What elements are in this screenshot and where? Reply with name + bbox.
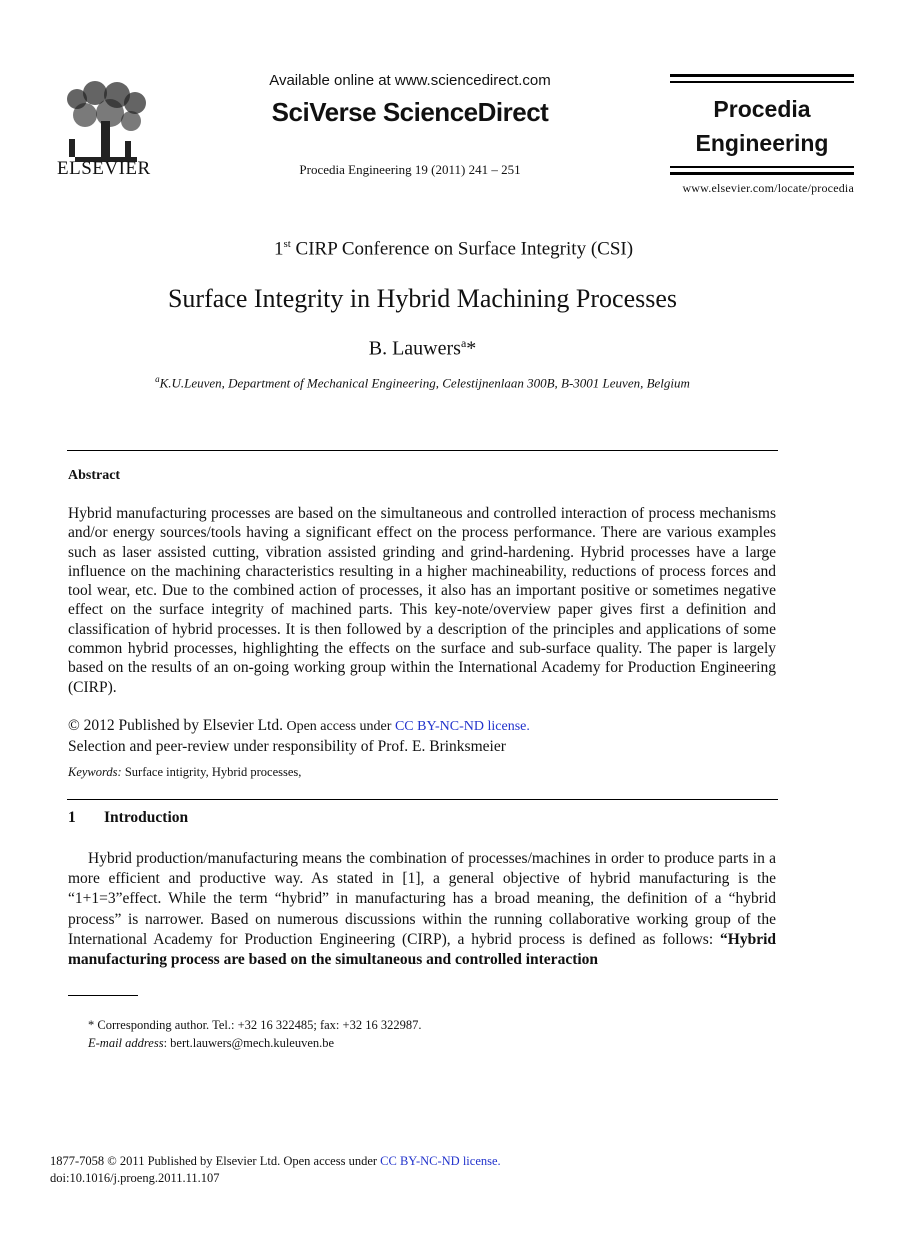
keywords-text: Surface intigrity, Hybrid processes,: [121, 765, 302, 779]
affiliation-mark: a: [155, 374, 160, 384]
author-affiliation-mark: a: [460, 336, 467, 350]
journal-reference: Procedia Engineering 19 (2011) 241 – 251: [299, 162, 521, 177]
author-name: B. Lauwers: [368, 337, 461, 360]
license-link[interactable]: CC BY-NC-ND license.: [394, 719, 530, 734]
footer-doi[interactable]: doi:10.1016/j.proeng.2011.11.107: [50, 1171, 220, 1185]
conference-title: CIRP Conference on Surface Integrity (CSI): [290, 238, 634, 260]
article-title: Surface Integrity in Hybrid Machining Processes: [167, 284, 678, 313]
footnote-rule: [68, 995, 138, 996]
copyright-line: [68, 715, 530, 737]
journal-box-rule-bottom: [670, 166, 854, 168]
introduction-bold-definition: “Hybrid manufacturing process are based on the simultaneous and controlled interaction: [68, 930, 776, 969]
publisher-logo-text: ELSEVIER: [57, 158, 151, 179]
conference-ordinal-suffix: st: [283, 238, 291, 250]
affiliation: [0, 374, 845, 391]
platform-name: SciVerse ScienceDirect: [271, 97, 549, 127]
section-number: 1: [68, 809, 76, 826]
introduction-text: [68, 849, 776, 970]
footer-open-access: Open access under: [280, 1154, 381, 1168]
available-online-text: Available online at www.sciencedirect.com: [269, 72, 551, 89]
email-label: E-mail address: [88, 1036, 164, 1050]
open-access-text: Open access under: [282, 719, 395, 734]
email-address[interactable]: : bert.lauwers@mech.kuleuven.be: [163, 1036, 335, 1050]
journal-box-rule-top: [670, 74, 854, 77]
journal-box-rule-top-2: [670, 81, 854, 83]
copyright-text: © 2012 Published by Elsevier Ltd.: [68, 717, 283, 734]
abstract-heading: Abstract: [68, 468, 121, 483]
abstract-top-rule: [67, 450, 778, 451]
keywords-line: [68, 765, 301, 780]
journal-name-line2: Engineering: [695, 130, 829, 156]
footnote-email: [88, 1036, 334, 1051]
abstract-text: Hybrid manufacturing processes are based on the simultaneous and controlled interaction of process mechanisms and/or energy sources/tools having a significant effect on the process performance. There are various examples such as laser assisted cutting, vibration assisted grinding and grind-hardening. Hybrid processes have a large influence on the machining characteristics resulting in a higher machineability, reductions of process forces and tool wear, etc. Due to the combined action of processes, it also has an important positive or sometimes negative effect on the surface integrity of machined parts. This key-note/overview paper gives first a definition and classification of hybrid processes. It is then followed by a description of the principles and applications of some common hybrid processes, highlighting the effects on the surface and sub-surface quality. The paper is largely based on the results of an on-going working group within the International Academy for Production Engineering (CIRP).: [68, 505, 776, 696]
conference-ordinal: 1: [273, 238, 284, 260]
peer-review-text: Selection and peer-review under responsibility of Prof. E. Brinksmeier: [68, 738, 506, 755]
introduction-body: Hybrid production/manufacturing means the combination of processes/machines in order to produce parts in a more efficient and productive way. As stated in [1], a general objective of hybrid manufacturing is the “1+1=3”effect. While the term “hybrid” in manufacturing has a broad meaning, the definition of a “hybrid process” is narrower. Based on numerous discussions within the running collaborative working group of the International Academy for Production Engineering (CIRP), a hybrid process is defined as follows:: [68, 850, 776, 948]
footer-issn-text: 1877-7058 © 2011 Published by Elsevier Ltd.: [50, 1154, 281, 1168]
footer-issn: [50, 1154, 501, 1169]
journal-box-rule-bottom-2: [670, 172, 854, 175]
footnote-corresponding: * Corresponding author. Tel.: +32 16 322485; fax: +32 16 322987.: [88, 1018, 422, 1032]
footer-license-link[interactable]: CC BY-NC-ND license.: [380, 1154, 501, 1168]
keywords-label: Keywords:: [68, 765, 122, 779]
affiliation-text: K.U.Leuven, Department of Mechanical Engineering, Celestijnenlaan 300B, B-3001 Leuven, Belgium: [159, 375, 690, 391]
journal-name-line1: Procedia: [713, 96, 811, 122]
author-line: [0, 336, 845, 361]
journal-url[interactable]: www.elsevier.com/locate/procedia: [682, 181, 854, 195]
journal-name: [670, 92, 854, 160]
section-heading: Introduction: [104, 809, 189, 826]
abstract-bottom-rule: [67, 799, 778, 800]
conference-name: [0, 238, 907, 260]
corresponding-mark: *: [466, 337, 477, 360]
